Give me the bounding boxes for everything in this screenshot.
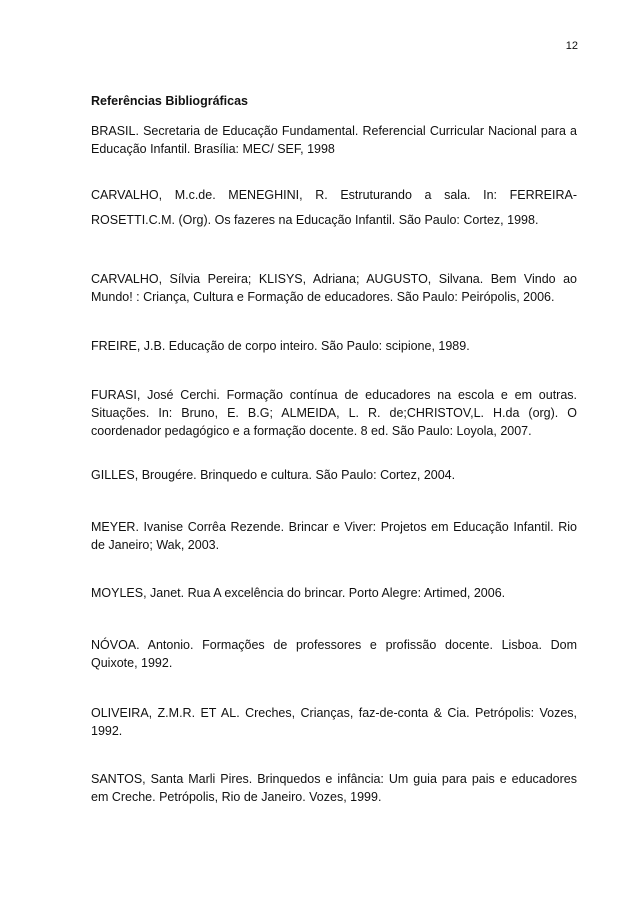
reference-entry: OLIVEIRA, Z.M.R. ET AL. Creches, Crianças, faz-de-conta & Cia. Petrópolis: Vozes, 1992.: [91, 706, 577, 738]
reference-entry: MEYER. Ivanise Corrêa Rezende. Brincar e Viver: Projetos em Educação Infantil. Rio de Janeiro; Wak, 2003.: [91, 520, 577, 552]
reference-entry: SANTOS, Santa Marli Pires. Brinquedos e infância: Um guia para pais e educadores em Creche. Petrópolis, Rio de Janeiro. Vozes, 1999.: [91, 772, 577, 804]
reference-entry: CARVALHO, M.c.de. MENEGHINI, R. Estruturando a sala. In: FERREIRA-ROSETTI.C.M. (Org). Os fazeres na Educação Infantil. São Paulo: Cortez, 1998.: [91, 188, 577, 227]
page-number: 12: [565, 40, 578, 52]
reference-entry: MOYLES, Janet. Rua A excelência do brincar. Porto Alegre: Artimed, 2006.: [91, 586, 506, 600]
reference-entry: BRASIL. Secretaria de Educação Fundamental. Referencial Curricular Nacional para a Educação Infantil. Brasília: MEC/ SEF, 1998: [91, 124, 577, 156]
reference-entry: GILLES, Brougére. Brinquedo e cultura. São Paulo: Cortez, 2004.: [91, 468, 456, 482]
reference-entry: FURASI, José Cerchi. Formação contínua de educadores na escola e em outras. Situações. In: Bruno, E. B.G; ALMEIDA, L. R. de;CHRISTOV,L. H.da (org). O coordenador pedagógico e a formação docente. 8 ed. São Paulo: Loyola, 2007.: [91, 388, 577, 438]
reference-entry: NÓVOA. Antonio. Formações de professores e profissão docente. Lisboa. Dom Quixote, 1992.: [91, 638, 577, 670]
reference-entry: CARVALHO, Sílvia Pereira; KLISYS, Adriana; AUGUSTO, Silvana. Bem Vindo ao Mundo! : Criança, Cultura e Formação de educadores. São Paulo: Peirópolis, 2006.: [91, 272, 577, 304]
reference-entry: FREIRE, J.B. Educação de corpo inteiro. São Paulo: scipione, 1989.: [91, 339, 470, 353]
section-title: Referências Bibliográficas: [91, 94, 249, 108]
